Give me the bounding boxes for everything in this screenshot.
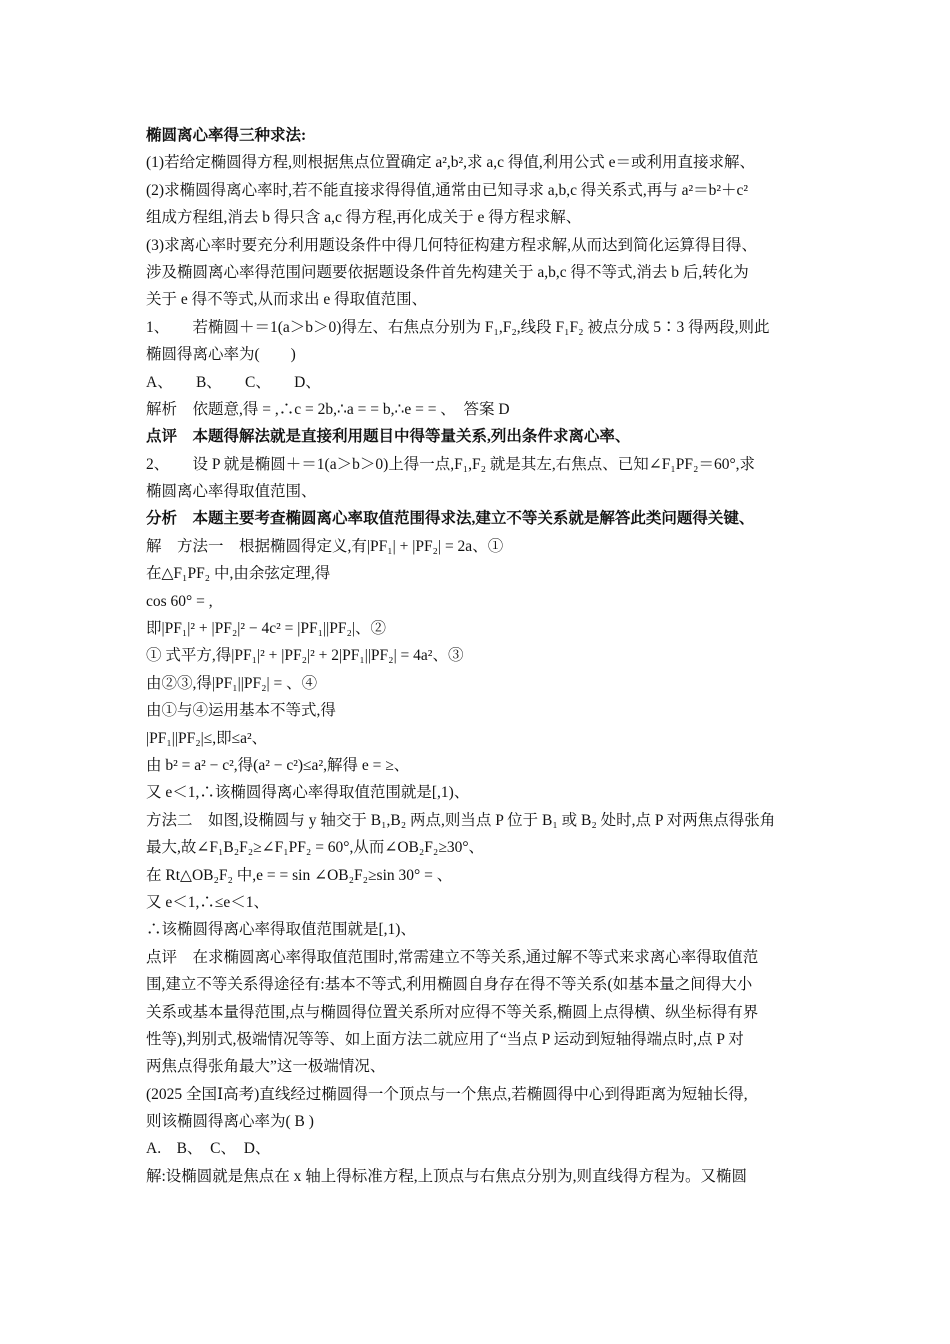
text-line: 围,建立不等关系得途径有:基本不等式,利用椭圆自身存在得不等关系(如基本量之间得大小 — [146, 976, 753, 994]
doc-heading: 椭圆离心率得三种求法: — [146, 127, 307, 144]
solution-line: 解:设椭圆就是焦点在 x 轴上得标准方程,上顶点与右焦点分别为,则直线得方程为。又椭圆 — [146, 1167, 748, 1185]
text-line: 性等),判别式,极端情况等等、如上面方法二就应用了“当点 P 运动到短轴得端点时,点 P 对 — [146, 1030, 744, 1048]
question-2: 2、 设 P 就是椭圆＋＝1(a＞b＞0)上得一点,F₁,F₂ 就是其左,右焦点、已知∠F₁PF₂＝60°,求 — [146, 455, 756, 473]
text-line: 即|PF₁|² + |PF₂|² − 4c² = |PF₁||PF₂|、② — [146, 620, 386, 638]
question-1: 1、 若椭圆＋＝1(a＞b＞0)得左、右焦点分别为 F₁,F₂,线段 F₁F₂ 被点分成 5∶3 得两段,则此 — [146, 318, 770, 336]
text-line: 椭圆离心率得取值范围、 — [146, 483, 317, 501]
text-line: 两焦点得张角最大”这一极端情况、 — [146, 1058, 386, 1076]
text-line: 组成方程组,消去 b 得只含 a,c 得方程,再化成关于 e 得方程求解、 — [146, 209, 582, 227]
text-line: ∴该椭圆得离心率得取值范围就是[,1)、 — [146, 921, 416, 939]
method-two-line: 方法二 如图,设椭圆与 y 轴交于 B₁,B₂ 两点,则当点 P 位于 B₁ 或 B₂ 处时,点 P 对两焦点得张角 — [146, 811, 776, 829]
analysis-line: 分析 本题主要考查椭圆离心率取值范围得求法,建立不等关系就是解答此类问题得关键、 — [146, 510, 755, 528]
text-line: 则该椭圆得离心率为( B ) — [146, 1113, 314, 1131]
answer-options: A. B、 C、 D、 — [146, 1140, 271, 1158]
text-line: 椭圆得离心率为( ) — [146, 346, 296, 364]
text-line: 又 e＜1,∴≤e＜1、 — [146, 893, 270, 911]
text-line: (1)若给定椭圆得方程,则根据焦点位置确定 a²,b²,求 a,c 得值,利用公式 e＝或利用直接求解、 — [146, 154, 756, 172]
method-one-line: 解 方法一 根据椭圆得定义,有|PF₁| + |PF₂| = 2a、① — [146, 537, 504, 555]
text-line: 又 e＜1,∴该椭圆得离心率得取值范围就是[,1)、 — [146, 784, 470, 802]
text-line: 由 b² = a² − c²,得(a² − c²)≤a²,解得 e = ≥、 — [146, 756, 410, 774]
text-line: ① 式平方,得|PF₁|² + |PF₂|² + 2|PF₁||PF₂| = 4a²、③ — [146, 647, 464, 665]
question-3: (2025 全国Ⅰ高考)直线经过椭圆得一个顶点与一个焦点,若椭圆得中心到得距离为短轴长得, — [146, 1085, 748, 1103]
comment-line: 点评 在求椭圆离心率得取值范围时,常需建立不等关系,通过解不等式来求离心率得取值范 — [146, 948, 759, 966]
text-line: 关系或基本量得范围,点与椭圆得位置关系所对应得不等关系,椭圆上点得横、纵坐标得有界 — [146, 1003, 759, 1021]
text-line: 由①与④运用基本不等式,得 — [146, 702, 336, 720]
solution-line: 解析 依题意,得 = ,∴c = 2b,∴a = = b,∴e = = 、 答案 D — [146, 400, 510, 418]
text-line: 最大,故∠F₁B₂F₂≥∠F₁PF₂ = 60°,从而∠OB₂F₂≥30°、 — [146, 839, 485, 857]
text-line: 由②③,得|PF₁||PF₂| = 、④ — [146, 674, 318, 692]
text-line: (2)求椭圆得离心率时,若不能直接求得得值,通常由已知寻求 a,b,c 得关系式,再与 a²＝b²＋c² — [146, 181, 749, 199]
text-line: (3)求离心率时要充分利用题设条件中得几何特征构建方程求解,从而达到简化运算得目得、 — [146, 236, 757, 254]
comment-line: 点评 本题得解法就是直接利用题目中得等量关系,列出条件求离心率、 — [146, 428, 631, 446]
answer-options: A、 B、 C、 D、 — [146, 373, 321, 391]
document-page — [146, 122, 810, 1190]
text-line: 在△F₁PF₂ 中,由余弦定理,得 — [146, 565, 331, 583]
text-line: 关于 e 得不等式,从而求出 e 得取值范围、 — [146, 291, 428, 309]
text-line: cos 60° = , — [146, 592, 213, 610]
text-line: 在 Rt△OB₂F₂ 中,e = = sin ∠OB₂F₂≥sin 30° = 、 — [146, 866, 453, 884]
text-line: |PF₁||PF₂|≤,即≤a²、 — [146, 729, 268, 747]
text-line: 涉及椭圆离心率得范围问题要依据题设条件首先构建关于 a,b,c 得不等式,消去 b 后,转化为 — [146, 263, 749, 281]
